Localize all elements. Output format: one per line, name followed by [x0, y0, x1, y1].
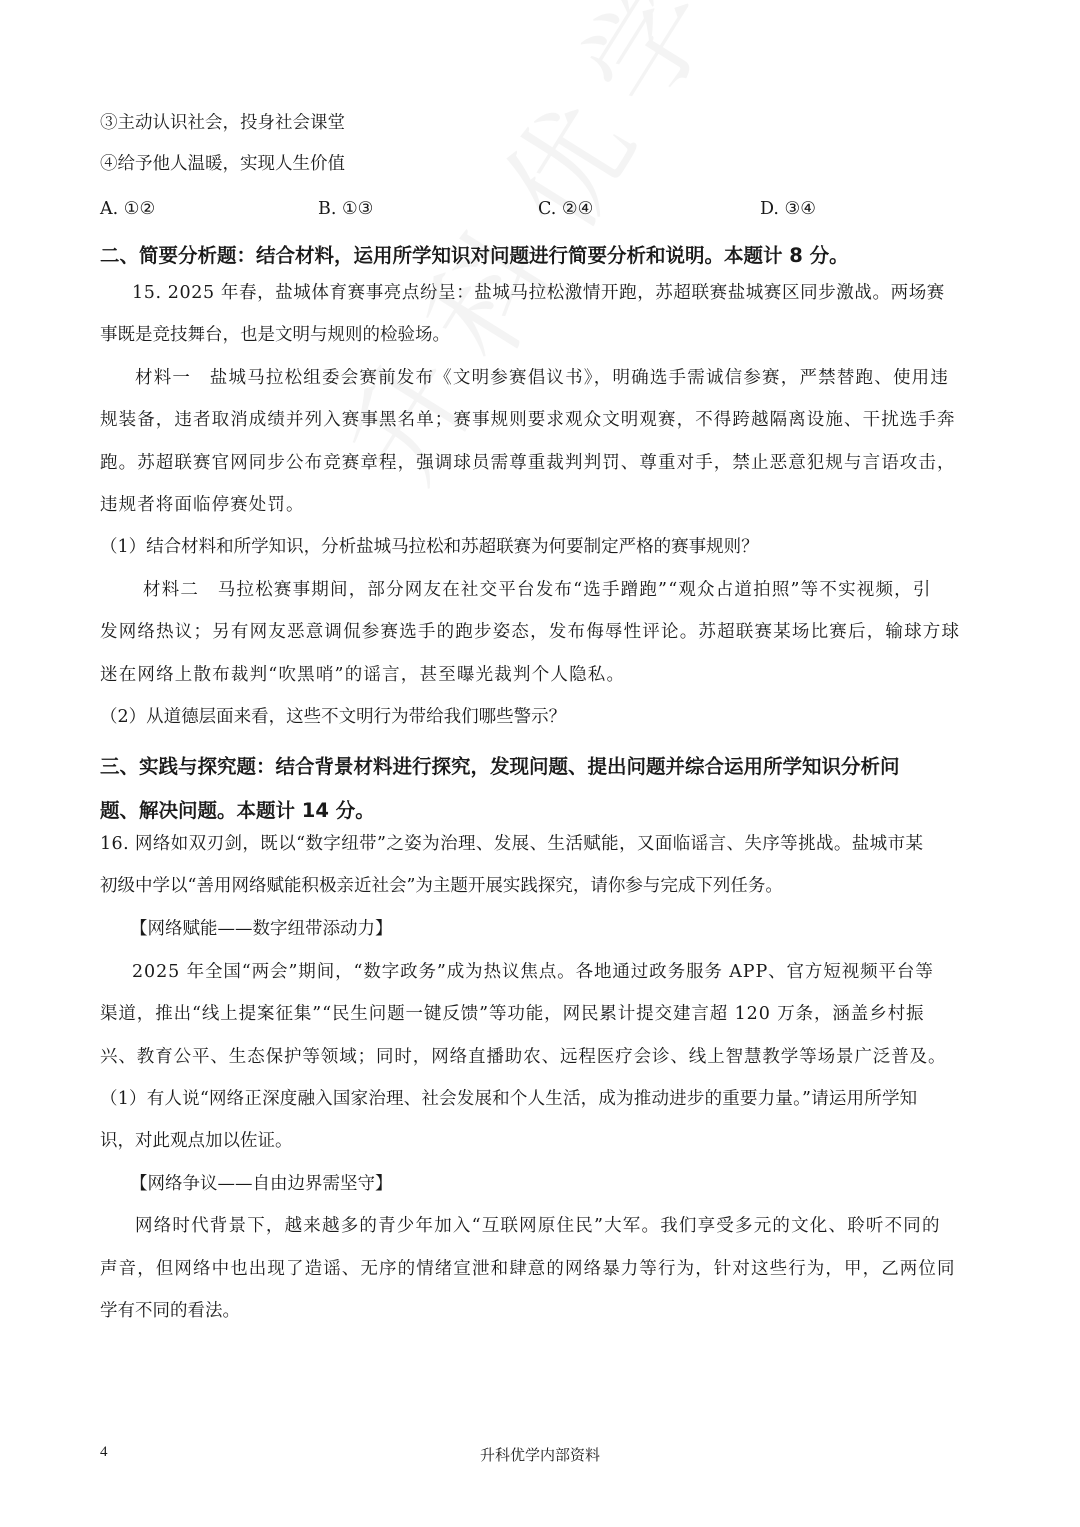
material2-line: 迷在网络上散布裁判“吹黑哨”的谣言，甚至曝光裁判个人隐私。: [100, 665, 626, 685]
material1-line: 规装备，违者取消成绩并列入赛事黑名单；赛事规则要求观众文明观赛，不得跨越隔离设施、干扰选手奔: [100, 410, 956, 430]
paragraph-line: 学有不同的看法。: [100, 1301, 240, 1321]
section-3-heading: 题、解决问题。本题计 14 分。: [100, 799, 375, 822]
question-15-2: （2）从道德层面来看，这些不文明行为带给我们哪些警示？: [100, 707, 567, 727]
choice-d: D. ③④: [760, 199, 816, 219]
material1-line: 违规者将面临停赛处罚。: [100, 495, 305, 515]
material2-line: 材料二 马拉松赛事期间，部分网友在社交平台发布“选手蹭跑”“观众占道拍照”等不实视频，引: [143, 580, 932, 600]
paragraph-line: 渠道，推出“线上提案征集”“民生问题一键反馈”等功能，网民累计提交建言超 120 万条，涵盖乡村振: [100, 1004, 925, 1024]
section-3-heading: 三、实践与探究题：结合背景材料进行探究，发现问题、提出问题并综合运用所学知识分析问: [100, 755, 900, 778]
question-15-1: （1）结合材料和所学知识，分析盐城马拉松和苏超联赛为何要制定严格的赛事规则？: [100, 537, 759, 557]
page-number: 4: [100, 1444, 108, 1460]
choice-c: C. ②④: [538, 199, 594, 219]
option-item-4: ④给予他人温暖，实现人生价值: [100, 154, 345, 174]
material1-line: 材料一 盐城马拉松组委会赛前发布《文明参赛倡议书》，明确选手需诚信参赛，严禁替跑、使用违: [135, 368, 950, 388]
material2-line: 发网络热议；另有网友恶意调侃参赛选手的跑步姿态，发布侮辱性评论。苏超联赛某场比赛后，输球方球: [100, 622, 961, 642]
q15-line: 15. 2025 年春，盐城体育赛事亮点纷呈：盐城马拉松激情开跑，苏超联赛盐城赛区同步激战。两场赛: [132, 283, 945, 303]
section-tag: 【网络争议——自由边界需坚守】: [130, 1174, 393, 1194]
q16-line: 16. 网络如双刃剑，既以“数字纽带”之姿为治理、发展、生活赋能，又面临谣言、失序等挑战。盐城市某: [100, 834, 924, 854]
paragraph-line: 兴、教育公平、生态保护等领域；同时，网络直播助农、远程医疗会诊、线上智慧教学等场景广泛普及。: [100, 1047, 947, 1067]
question-16-1: （1）有人说“网络正深度融入国家治理、社会发展和个人生活，成为推动进步的重要力量。”请运用所学知: [100, 1089, 918, 1109]
paragraph-line: 网络时代背景下，越来越多的青少年加入“互联网原住民”大军。我们享受多元的文化、聆听不同的: [135, 1216, 941, 1236]
q16-line: 初级中学以“善用网络赋能积极亲近社会”为主题开展实践探究，请你参与完成下列任务。: [100, 876, 783, 896]
section-tag: 【网络赋能——数字纽带添动力】: [130, 919, 393, 939]
footer-text: 升科优学内部资料: [479, 1446, 600, 1464]
choice-a: A. ①②: [100, 199, 156, 219]
question-16-1: 识，对此观点加以佐证。: [100, 1131, 293, 1151]
paragraph-line: 2025 年全国“两会”期间，“数字政务”成为热议焦点。各地通过政务服务 APP、官方短视频平台等: [132, 962, 934, 982]
choice-b: B. ①③: [318, 199, 374, 219]
option-item-3: ③主动认识社会，投身社会课堂: [100, 113, 345, 133]
q15-line: 事既是竞技舞台，也是文明与规则的检验场。: [100, 325, 450, 345]
paragraph-line: 声音，但网络中也出现了造谣、无序的情绪宣泄和肆意的网络暴力等行为，针对这些行为，甲，乙两位同: [100, 1259, 956, 1279]
material1-line: 跑。苏超联赛官网同步公布竞赛章程，强调球员需尊重裁判判罚、尊重对手，禁止恶意犯规与言语攻击，: [100, 453, 956, 473]
section-2-heading: 二、简要分析题：结合材料，运用所学知识对问题进行简要分析和说明。本题计 8 分。: [100, 244, 849, 267]
